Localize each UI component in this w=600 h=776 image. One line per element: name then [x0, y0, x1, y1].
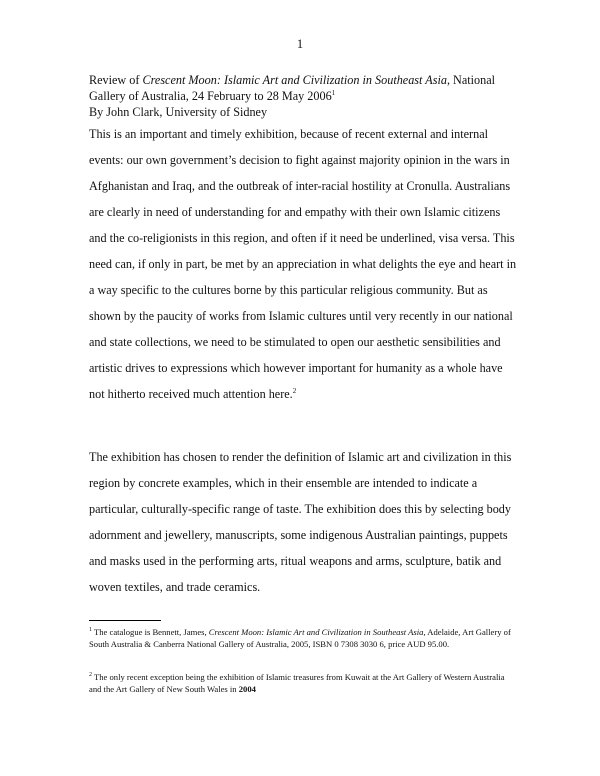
footnote-ref-1[interactable]: 1 [331, 88, 336, 97]
byline: By John Clark, University of Sidney [89, 105, 268, 119]
footnote-ref-2[interactable]: 2 [292, 386, 297, 395]
title-suffix: , National [446, 73, 495, 87]
title-prefix: Review of [89, 73, 143, 87]
footnote-1-catalogue-title: Crescent Moon: Islamic Art and Civilization in Southeast Asia [208, 627, 424, 637]
footnote-1 [89, 626, 519, 650]
paragraph-1-text: This is an important and timely exhibition, because of recent external and internal events: our own government’s decision to fight against majority opinion in the wars in Afghanistan and Iraq, and the outbreak of inter-racial hostility at Cronulla. Australians are clearly in need of understanding for and empathy with their own Islamic citizens and the co-religionists in this region, and often if it need be underlined, visa versa. This need can, if only in part, be met by an appreciation in what delights the eye and heart in a way specific to the cultures borne by this particular religious community. But as shown by the paucity of works from Islamic cultures until very recently in our national and state collections, we need to be stimulated to open our aesthetic sensibilities and artistic drives to expressions which however important for humanity as a whole have not hitherto received much attention here. [89, 127, 517, 401]
footnote-2 [89, 671, 519, 695]
footnote-1-prefix: The catalogue is Bennett, James, [92, 627, 209, 637]
footnote-2-text: The only recent exception being the exhibition of Islamic treasures from Kuwait at the Art Gallery of Western Australia and the Art Gallery of New South Wales in [89, 672, 505, 694]
review-heading [89, 72, 529, 120]
review-title-line [89, 72, 529, 88]
footnote-1-suffix: , Adelaide, Art Gallery of South Australia & Canberra National Gallery of Australia, 2005, ISBN 0 7308 3030 6, price AUD 95.00. [89, 627, 511, 649]
exhibition-title: Crescent Moon: Islamic Art and Civilization in Southeast Asia [142, 73, 447, 87]
footnote-separator [89, 620, 161, 621]
venue-dates-text: Gallery of Australia, 24 February to 28 May 2006 [89, 89, 332, 103]
exhibition-venue-dates [89, 88, 529, 104]
footnote-1-number: 1 [89, 627, 92, 634]
page-number: 1 [296, 37, 304, 51]
body-paragraph-1 [89, 121, 519, 407]
footnote-2-number: 2 [89, 672, 92, 679]
footnote-2-year: 2004 [238, 684, 256, 694]
paragraph-2-text: The exhibition has chosen to render the definition of Islamic art and civilization in this region by concrete examples, which in their ensemble are intended to indicate a particular, culturally-specific range of taste. The exhibition does this by selecting body adornment and jewellery, manuscripts, some indigenous Australian paintings, puppets and masks used in the performing arts, ritual weapons and arms, sculpture, batik and woven textiles, and trade ceramics. [89, 450, 512, 594]
body-paragraph-2 [89, 444, 519, 600]
